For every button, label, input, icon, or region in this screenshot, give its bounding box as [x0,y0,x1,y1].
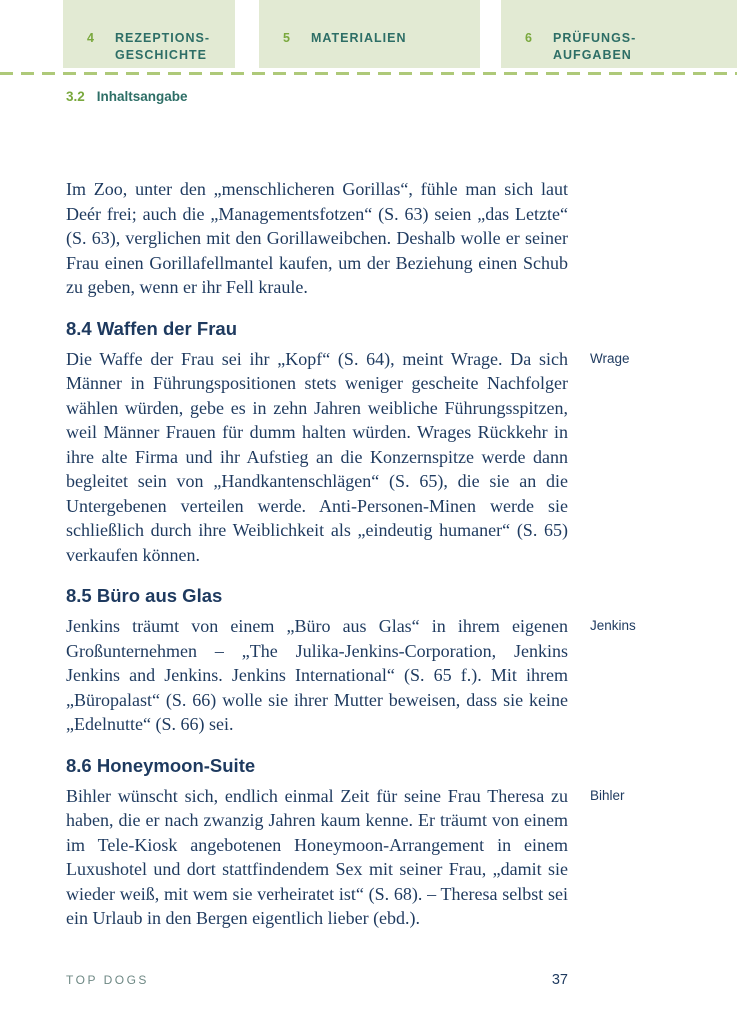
tab-label-line2: AUFGABEN [553,48,632,62]
tab-label-line1: MATERIALIEN [311,31,407,45]
intro-paragraph-wrap [66,177,568,300]
margin-note-bihler: Bihler [590,787,625,803]
tab-label-line1: PRÜFUNGS- [553,31,637,45]
chapter-tab-5-materialien [259,0,480,68]
page-footer [66,972,568,988]
dashed-divider [0,72,737,75]
tab-number: 4 [87,31,95,45]
paragraph-zoo-gorillas: Im Zoo, unter den „menschlicheren Gorillas“, fühle man sich laut Deér frei; auch die „Managementsfotzen“ (S. 63) seien „das Letzte“ (S. 63), verglichen mit den Gorillaweibchen. Deshalb wolle er seiner Frau einen Gorillafellmantel kaufen, um der Beziehung einen Schub zu geben, wenn er ihr Fell kraule. [66,179,568,297]
margin-note-wrage: Wrage [590,350,630,366]
tab-number: 5 [283,31,291,45]
section-8-5-paragraph-wrap [66,614,636,737]
paragraph-8-4: Die Waffe der Frau sei ihr „Kopf“ (S. 64), meint Wrage. Da sich Männer in Führungspositionen stets weniger gescheite Nachfolger wählen würden, gebe es in zehn Jahren weibliche Führungsspitzen, weil Männer Frauen für dumm halten würden. Wrages Rückkehr in ihre alte Firma und ihr Aufstieg an die Konzernspitze werde dann begleitet sein von „Handkantenschlägen“ (S. 65), die sie an die Untergebenen verteilen werde. Anti-Personen-Minen werde sie schließlich durch ihre Weiblichkeit als „eindeutig humaner“ (S. 65) verkaufen können. [66,348,568,565]
tab-label [115,30,210,64]
tab-number: 6 [525,31,533,45]
section-8-6-paragraph-wrap [66,784,625,931]
paragraph-8-5: Jenkins träumt von einem „Büro aus Glas“ in ihrem eigenen Großunternehmen – „The Julika-Jenkins-Corporation, Jenkins Jenkins and Jenkins. Jenkins International“ (S. 65 f.). Mit ihrem „Büropalast“ (S. 66) wolle sie ihrer Mutter beweisen, dass sie keine „Edelnutte“ (S. 66) sei. [66,616,568,734]
heading-8-5-buero-aus-glas: 8.5 Büro aus Glas [66,585,223,606]
margin-note-jenkins: Jenkins [590,618,636,633]
tab-label [553,30,636,64]
section-8-4-paragraph-wrap [66,347,630,568]
chapter-tab-6-pruefungsaufgaben [501,0,737,68]
paragraph-8-6: Bihler wünscht sich, endlich einmal Zeit für seine Frau Theresa zu haben, die er nach zwanzig Jahren kaum kenne. Er träumt von einem im Tele-Kiosk angebotenen Honeymoon-Arrangement in einem Luxushotel und dort stattfindendem Sex mit seiner Frau, „damit sie wieder weiß, mit wem sie verheiratet ist“ (S. 68). – Theresa selbst sei ein Urlaub in den Bergen eigentlich lieber (ebd.). [66,785,568,928]
heading-8-4-waffen-der-frau: 8.4 Waffen der Frau [66,317,237,339]
tab-label [311,30,407,47]
chapter-tab-4-rezeptionsgeschichte [63,0,235,68]
tab-label-line1: REZEPTIONS- [115,31,211,45]
breadcrumb-section-title: Inhaltsangabe [96,89,188,104]
footer-page-number: 37 [551,972,568,988]
text-column [66,177,636,931]
breadcrumb-section-number: 3.2 [66,89,85,104]
heading-8-6-honeymoon-suite: 8.6 Honeymoon-Suite [66,754,256,776]
footer-book-title: TOP DOGS [66,973,149,987]
tab-label-line2: GESCHICHTE [115,48,207,62]
breadcrumb [66,89,188,104]
